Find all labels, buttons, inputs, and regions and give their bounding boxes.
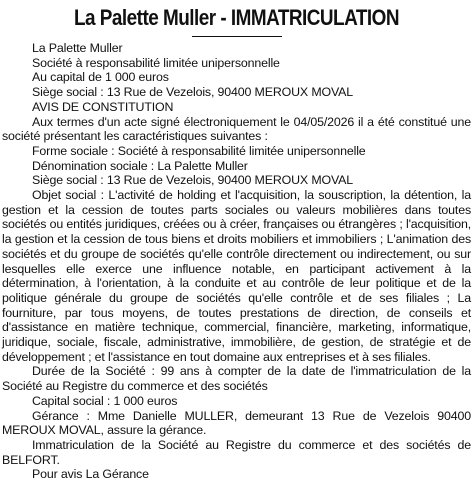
notice-body bbox=[2, 41, 471, 482]
legal-form: Forme sociale : Société à responsabilité limitée unipersonnelle bbox=[32, 143, 366, 158]
signature-line: Pour avis La Gérance bbox=[32, 467, 149, 482]
company-duration: Durée de la Société : 99 ans à compter de la date de l'immatriculation de la Société au Registre du commerce et des sociétés bbox=[2, 364, 471, 394]
title-underline bbox=[192, 36, 282, 37]
company-address: Siège social : 13 Rue de Vezelois, 90400 MEROUX MOVAL bbox=[32, 85, 354, 100]
company-name: La Palette Muller bbox=[32, 41, 123, 55]
notice-title: La Palette Muller - IMMATRICULATION bbox=[74, 5, 399, 30]
registration: Immatriculation de la Société au Registre du commerce et des sociétés de BELFORT. bbox=[2, 437, 471, 467]
registered-office: Siège social : 13 Rue de Vezelois, 90400 MEROUX MOVAL bbox=[32, 173, 354, 188]
company-denomination: Dénomination sociale : La Palette Muller bbox=[32, 158, 248, 173]
corporate-purpose: Objet social : L'activité de holding et l'acquisition, la souscription, la détention, la gestion et la cession de toutes parts sociales ou valeurs mobilières dans toutes sociétés ou entités juridiques, créées ou à créer, françaises ou étrangères ; l'acquisition, la gestion et la cession de tous biens et droits mobiliers et immobiliers ; L'animation des sociétés et du groupe de sociétés qu'elle contrôle directement ou indirectement, ou sur lesquelles elle exerce une influence notable, en participant activement à la détermination, à l'orientation, à la conduite et au contrôle de leur politique et de la politique générale du groupe de sociétés qu'elle contrôle et de ses filiales ; La fourniture, par tous moyens, de toutes prestations de direction, de conseils et d'assistance en matière technique, commercial, financière, marketing, informatique, juridique, sociale, fiscale, administrative, immobilière, de gestion, de stratégie et de développement ; et l'assistance en tout domaine aux entreprises et à ses filiales. bbox=[2, 188, 471, 364]
company-form: Société à responsabilité limitée unipersonnelle bbox=[32, 55, 280, 70]
company-capital: Au capital de 1 000 euros bbox=[32, 70, 169, 85]
notice-type: AVIS DE CONSTITUTION bbox=[32, 99, 174, 114]
share-capital: Capital social : 1 000 euros bbox=[32, 393, 178, 408]
constitution-intro: Aux termes d'un acte signé électroniquement le 04/05/2026 il a été constitué une société présentant les caractéristiques suivantes : bbox=[2, 114, 471, 144]
management: Gérance : Mme Danielle MULLER, demeurant 13 Rue de Vezelois 90400 MEROUX MOVAL, assure la gérance. bbox=[2, 408, 471, 438]
